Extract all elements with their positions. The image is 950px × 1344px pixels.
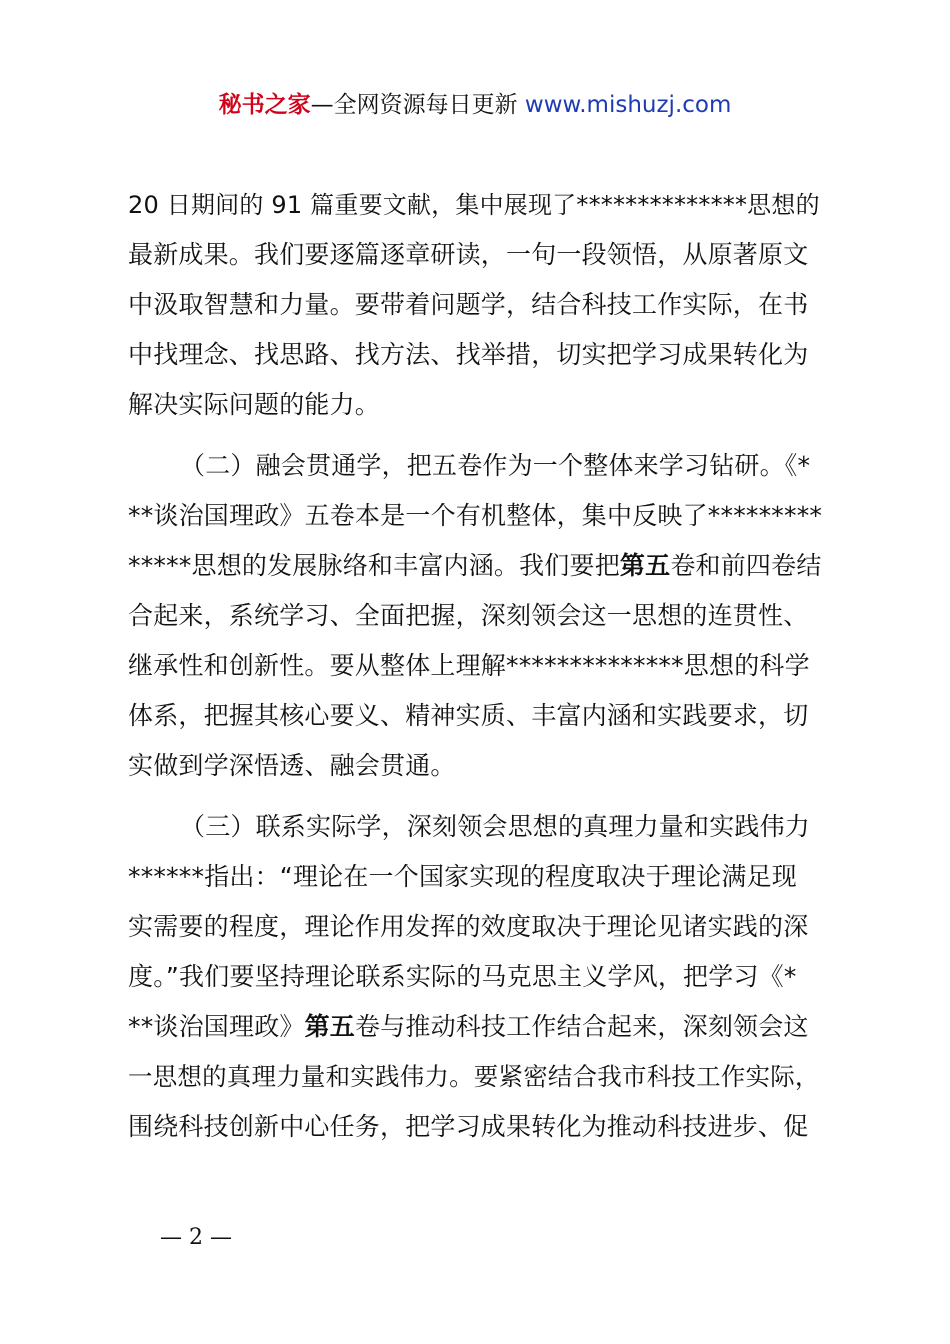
text-line (128, 230, 828, 280)
text-line (128, 691, 828, 741)
paragraph (128, 802, 828, 1152)
text-run: 中找理念、找思路、找方法、找举措，切实把学习成果转化为 (128, 340, 809, 369)
text-line (128, 641, 828, 691)
text-run: 一思想的真理力量和实践伟力。要紧密结合我市科技工作实际， (128, 1062, 820, 1091)
text-line (128, 330, 828, 380)
site-header (0, 88, 950, 122)
text-line (128, 380, 828, 430)
text-line (128, 591, 828, 641)
text-line (128, 441, 828, 491)
text-run: 中汲取智慧和力量。要带着问题学，结合科技工作实际，在书 (128, 290, 809, 319)
text-run: **谈治国理政》五卷本是一个有机整体，集中反映了********* (128, 501, 823, 530)
paragraph (128, 441, 828, 791)
text-run: 实需要的程度，理论作用发挥的效度取决于理论见诸实践的深 (128, 912, 809, 941)
text-line (128, 491, 828, 541)
text-run: 最新成果。我们要逐篇逐章研读，一句一段领悟，从原著原文 (128, 240, 809, 269)
text-line (128, 541, 828, 591)
text-run: 解决实际问题的能力。 (128, 390, 381, 419)
page-number: — 2 — (160, 1225, 232, 1250)
text-run: （三）联系实际学，深刻领会思想的真理力量和实践伟力 (180, 812, 811, 841)
text-line (128, 802, 828, 852)
text-run: （二）融会贯通学，把五卷作为一个整体来学习钻研。《* (180, 451, 811, 480)
text-run: 围绕科技创新中心任务，把学习成果转化为推动科技进步、促 (128, 1112, 809, 1141)
site-url[interactable]: www.mishuzj.com (524, 92, 732, 118)
bold-text: 第五 (619, 551, 671, 580)
text-run: 体系，把握其核心要义、精神实质、丰富内涵和实践要求，切 (128, 701, 809, 730)
text-line (128, 952, 828, 1002)
text-run: 度。”我们要坚持理论联系实际的马克思主义学风，把学习《* (128, 962, 797, 991)
text-line (128, 1052, 828, 1102)
text-run: ******指出：“理论在一个国家实现的程度取决于理论满足现 (128, 862, 797, 891)
bold-text: 第五 (304, 1012, 356, 1041)
text-run: 卷与推动科技工作结合起来，深刻领会这 (355, 1012, 809, 1041)
document-body (128, 180, 828, 1152)
text-line (128, 741, 828, 791)
text-run: *****思想的发展脉络和丰富内涵。我们要把 (128, 551, 620, 580)
text-run: 继承性和创新性。要从整体上理解**************思想的科学 (128, 651, 810, 680)
text-line (128, 852, 828, 902)
text-line (128, 180, 828, 230)
text-line (128, 1002, 828, 1052)
text-line (128, 1102, 828, 1152)
text-run: **谈治国理政》 (128, 1012, 305, 1041)
text-run: 实做到学深悟透、融会贯通。 (128, 751, 456, 780)
text-run: 合起来，系统学习、全面把握，深刻领会这一思想的连贯性、 (128, 601, 809, 630)
paragraph (128, 180, 828, 430)
text-line (128, 280, 828, 330)
header-slogan: —全网资源每日更新 (310, 92, 518, 118)
text-line (128, 902, 828, 952)
brand-name: 秘书之家 (218, 92, 311, 118)
text-run: 20 日期间的 91 篇重要文献，集中展现了**************思想的 (128, 191, 820, 219)
text-run: 卷和前四卷结 (670, 551, 822, 580)
